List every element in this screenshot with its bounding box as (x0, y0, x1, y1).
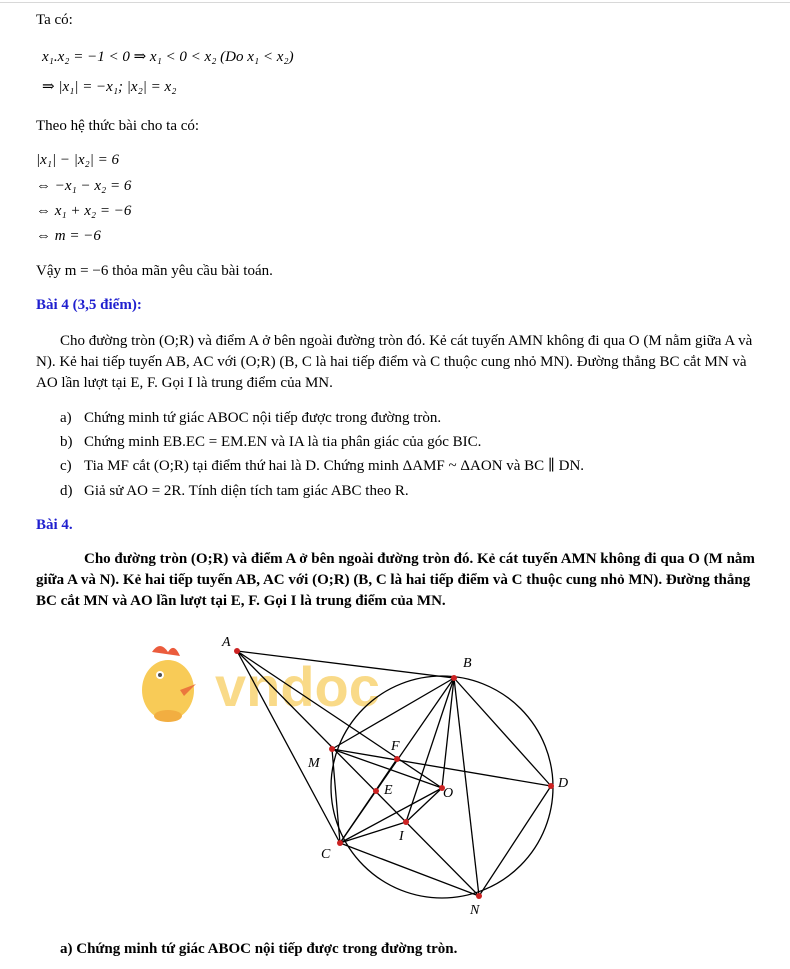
label-f: F (391, 739, 400, 754)
item-b-text: Chứng minh EB.EC = EM.EN và IA là tia phân giác của góc BIC. (84, 434, 482, 450)
footer-question: a) Chứng minh tứ giác ABOC nội tiếp được trong đường tròn. (60, 941, 458, 957)
item-d-text: Giả sử AO = 2R. Tính diện tích tam giác ABC theo R. (84, 483, 409, 499)
top-divider (0, 2, 790, 3)
step-2: ⇔ −x₁ − x₂ = 6 (36, 178, 132, 194)
item-d-mark: d) (60, 483, 73, 499)
chick-mascot-icon (142, 646, 196, 722)
label-m: M (308, 756, 320, 771)
label-b: B (463, 656, 472, 671)
item-c-mark: c) (60, 458, 72, 474)
label-c: C (321, 847, 331, 862)
label-d: D (558, 776, 569, 791)
item-c-text: Tia MF cắt (O;R) tại điểm thứ hai là D. Chứng minh ΔAMF ~ ΔAON và BC ∥ DN. (84, 458, 585, 474)
bai4-heading: Bài 4 (3,5 điểm): (36, 297, 142, 313)
bai4-heading-2: Bài 4. (36, 517, 73, 533)
item-a (60, 409, 441, 427)
equation-1: x₁.x₂ = −1 < 0 ⇒ x₁ < 0 < x₂ (Do x₁ < x₂) (42, 49, 294, 65)
theo-text: Theo hệ thức bài cho ta có: (36, 118, 200, 134)
item-b (60, 433, 481, 451)
geometry-figure (0, 625, 790, 955)
intro-text: Ta có: (36, 12, 73, 28)
equation-2: ⇒ |x₁| = −x₁; |x₂| = x₂ (42, 79, 177, 95)
item-d (60, 482, 409, 500)
label-n: N (470, 903, 480, 918)
problem-text: Cho đường tròn (O;R) và điểm A ở bên ngoài đường tròn đó. Kẻ cát tuyến AMN không đi qua O (M nằm giữa A và N). Kẻ hai tiếp tuyến AB, AC với (O;R) (B, C là hai tiếp điểm và C thuộc cung nhỏ MN). Đường thẳng BC cắt MN và AO lần lượt tại E, F. Gọi I là trung điểm của MN. (36, 333, 753, 391)
step-3: ⇔ x₁ + x₂ = −6 (36, 203, 132, 219)
label-e: E (384, 783, 393, 798)
item-c (60, 457, 584, 475)
watermark-text: vndoc (215, 655, 380, 718)
label-o: O (443, 786, 454, 801)
label-a: A (222, 635, 231, 650)
item-a-mark: a) (60, 410, 72, 426)
problem-bold-text: Cho đường tròn (O;R) và điểm A ở bên ngoài đường tròn đó. Kẻ cát tuyến AMN không đi qua O (M nằm giữa A và N). Kẻ hai tiếp tuyến AB, AC với (O;R) (B, C là hai tiếp điểm và C thuộc cung nhỏ MN). Đường thẳng BC cắt MN và AO lần lượt tại E, F. Gọi I là trung điểm của MN. (36, 551, 755, 609)
item-b-mark: b) (60, 434, 73, 450)
vndoc-watermark (142, 646, 380, 722)
label-i: I (399, 829, 404, 844)
step-4: ⇔ m = −6 (36, 228, 101, 244)
item-a-text: Chứng minh tứ giác ABOC nội tiếp được trong đường tròn. (84, 410, 442, 426)
conclusion: Vậy m = −6 thỏa mãn yêu cầu bài toán. (36, 263, 273, 279)
step-1: |x₁| − |x₂| = 6 (36, 152, 119, 168)
